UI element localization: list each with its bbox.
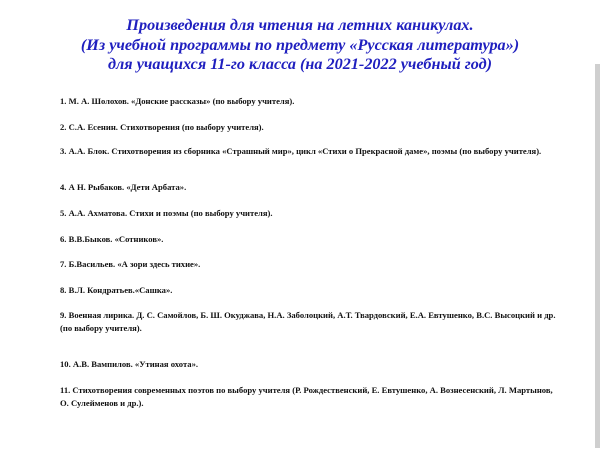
list-item: 4. А Н. Рыбаков. «Дети Арбата». [60, 182, 187, 192]
list-item: 9. Военная лирика. Д. С. Самойлов, Б. Ш. Окуджава, Н.А. Заболоцкий, А.Т. Твардовский, Е.А. Евтушенко, В.С. Высоцкий и др. (по выбору учителя). [60, 310, 556, 333]
list-item: 3. А.А. Блок. Стихотворения из сборника «Страшный мир», цикл «Стихи о Прекрасной даме», поэмы (по выбору учителя). [60, 146, 542, 156]
list-item: 7. Б.Васильев. «А зори здесь тихие». [60, 259, 201, 269]
list-item: 2. С.А. Есенин. Стихотворения (по выбору учителя). [60, 122, 264, 132]
title-line-3: для учащихся 11-го класса (на 2021-2022 учебный год) [107, 55, 493, 73]
list-item: 11. Стихотворения современных поэтов по выбору учителя (Р. Рождественский, Е. Евтушенко, А. Вознесенский, Л. Мартынов, О. Сулейменов и др.). [60, 385, 553, 408]
list-item: 1. М. А. Шолохов. «Донские рассказы» (по выбору учителя). [60, 96, 295, 106]
page-title [20, 16, 580, 75]
list-item: 6. В.В.Быков. «Сотников». [60, 234, 164, 244]
list-item: 5. А.А. Ахматова. Стихи и поэмы (по выбору учителя). [60, 208, 273, 218]
title-line-1: Произведения для чтения на летних каникулах. [126, 16, 474, 34]
list-item: 8. В.Л. Кондратьев.«Сашка». [60, 285, 173, 295]
list-item: 10. А.В. Вампилов. «Утиная охота». [60, 359, 199, 369]
vertical-scrollbar[interactable] [595, 64, 600, 448]
title-line-2: (Из учебной программы по предмету «Русская литература») [80, 35, 520, 54]
scrollbar-thumb[interactable] [595, 64, 600, 448]
